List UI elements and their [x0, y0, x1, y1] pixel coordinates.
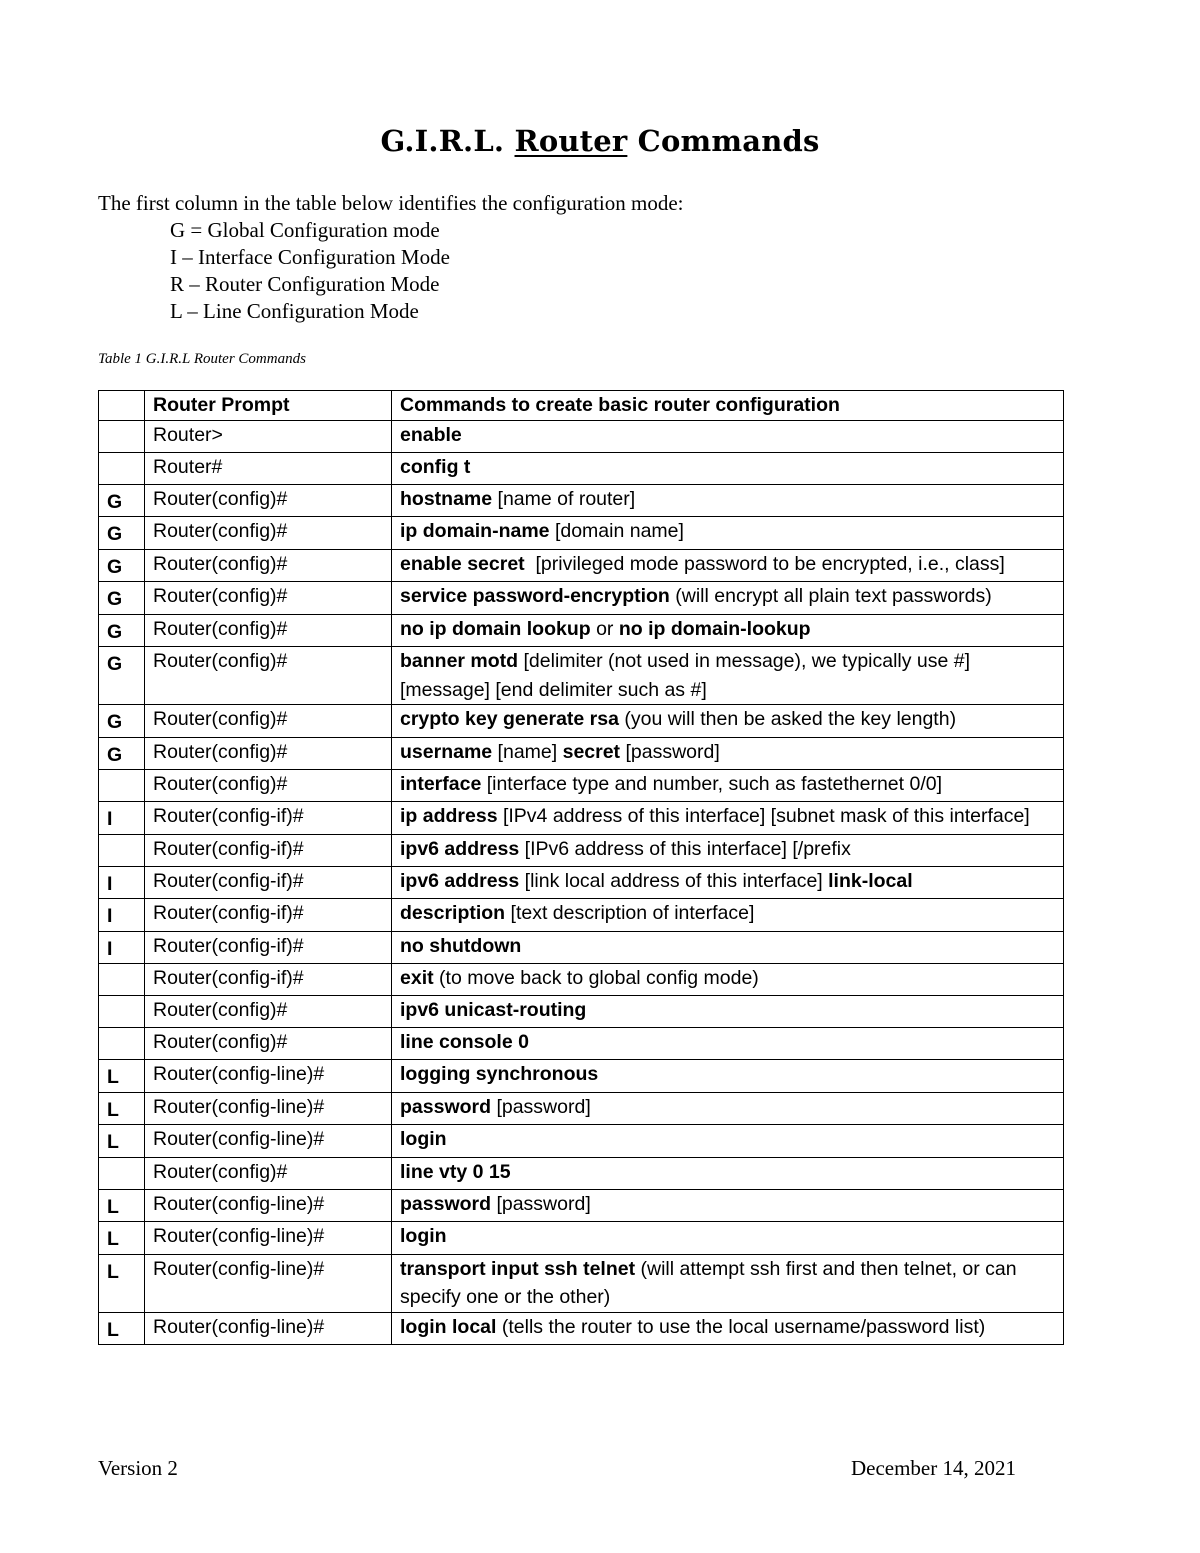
command-description: [IPv6 address of this interface] [/prefix: [519, 837, 851, 860]
prompt-cell: Router(config-line)#: [145, 1060, 392, 1093]
prompt-cell: Router(config)#: [145, 647, 392, 705]
mode-cell: L: [99, 1312, 145, 1345]
table-row: [99, 549, 1064, 582]
mode-cell: G: [99, 705, 145, 738]
table-row: [99, 964, 1064, 996]
prompt-cell: Router(config-line)#: [145, 1254, 392, 1312]
table-row: [99, 1189, 1064, 1222]
command-keyword: service password-encryption: [400, 585, 670, 607]
table-row: [99, 1312, 1064, 1345]
command-keyword: secret: [562, 740, 621, 763]
prompt-cell: Router(config)#: [145, 549, 392, 582]
command-cell: [392, 517, 1064, 550]
mode-cell: L: [99, 1125, 145, 1158]
mode-cell: [99, 964, 145, 996]
prompt-cell: Router>: [145, 420, 392, 452]
table-row: [99, 452, 1064, 484]
mode-cell: L: [99, 1254, 145, 1312]
command-cell: [392, 1312, 1064, 1345]
command-keyword: description: [400, 902, 506, 924]
table-row: [99, 996, 1064, 1028]
intro-block: [98, 190, 684, 325]
command-keyword: banner motd: [400, 650, 519, 672]
prompt-cell: Router(config-line)#: [145, 1312, 392, 1345]
table-row: [99, 1222, 1064, 1255]
table-row: [99, 1092, 1064, 1125]
mode-cell: [99, 996, 145, 1028]
command-cell: [392, 996, 1064, 1028]
command-description: [name of router]: [492, 487, 636, 510]
command-description: (will encrypt all plain text passwords): [669, 585, 992, 607]
command-keyword: crypto key generate rsa: [400, 708, 619, 730]
table-row: [99, 770, 1064, 802]
mode-cell: G: [99, 517, 145, 550]
command-cell: [392, 899, 1064, 932]
prompt-cell: Router(config-if)#: [145, 964, 392, 996]
command-description: [password]: [491, 1095, 591, 1118]
prompt-cell: Router(config)#: [145, 582, 392, 615]
command-cell: [392, 964, 1064, 996]
prompt-cell: Router(config)#: [145, 737, 392, 770]
command-keyword: hostname: [400, 487, 493, 510]
command-keyword: line vty 0 15: [400, 1160, 511, 1183]
table-row: [99, 737, 1064, 770]
command-keyword: transport input ssh telnet: [400, 1257, 636, 1280]
prompt-cell: Router(config-if)#: [145, 802, 392, 835]
command-description: (tells the router to use the local username/password list): [496, 1315, 986, 1338]
command-cell: [392, 549, 1064, 582]
command-description: [IPv4 address of this interface] [subnet mask of this interface]: [497, 805, 1030, 827]
command-cell: [392, 484, 1064, 517]
table-row: [99, 705, 1064, 738]
prompt-cell: Router(config)#: [145, 1028, 392, 1060]
mode-cell: L: [99, 1189, 145, 1222]
table-row: [99, 420, 1064, 452]
command-keyword: ipv6 address: [400, 869, 520, 892]
command-keyword: ipv6 address: [400, 837, 520, 860]
title-part-1: G.I.R.L.: [380, 124, 505, 158]
command-description: [domain name]: [549, 520, 684, 542]
prompt-cell: Router(config)#: [145, 517, 392, 550]
command-keyword: login: [400, 1128, 447, 1150]
mode-cell: G: [99, 484, 145, 517]
mode-cell: L: [99, 1060, 145, 1093]
mode-cell: G: [99, 647, 145, 705]
command-keyword: logging synchronous: [400, 1063, 599, 1085]
table-row: [99, 834, 1064, 866]
command-keyword: line console 0: [400, 1031, 529, 1053]
command-keyword: enable secret: [400, 552, 525, 575]
mode-cell: G: [99, 549, 145, 582]
mode-definition-g: G = Global Configuration mode: [170, 218, 440, 242]
footer-version: Version 2: [98, 1456, 178, 1480]
command-keyword: ip address: [400, 805, 498, 827]
prompt-cell: Router(config-if)#: [145, 866, 392, 899]
command-cell: [392, 705, 1064, 738]
prompt-cell: Router(config-line)#: [145, 1125, 392, 1158]
title-part-3: Commands: [637, 124, 820, 158]
command-cell: [392, 834, 1064, 866]
mode-definition-r: R – Router Configuration Mode: [170, 272, 440, 296]
command-cell: [392, 614, 1064, 647]
prompt-cell: Router(config-line)#: [145, 1092, 392, 1125]
command-description: [privileged mode password to be encrypted, i.e., class]: [524, 552, 1005, 575]
command-cell: [392, 1157, 1064, 1189]
command-cell: [392, 1060, 1064, 1093]
command-keyword: password: [400, 1095, 492, 1118]
table-row: [99, 647, 1064, 705]
intro-lead: The first column in the table below identifies the configuration mode:: [98, 191, 684, 215]
command-cell: [392, 737, 1064, 770]
command-keyword: username: [400, 740, 493, 763]
command-cell: [392, 802, 1064, 835]
command-keyword: ipv6 unicast-routing: [400, 999, 587, 1021]
command-keyword: password: [400, 1192, 492, 1215]
table-row: [99, 931, 1064, 964]
command-keyword: no ip domain lookup: [400, 617, 591, 640]
command-description: (will attempt ssh first and then telnet, or can specify one or the other): [400, 1257, 1023, 1308]
command-cell: [392, 647, 1064, 705]
command-keyword: ip domain-name: [400, 520, 550, 542]
mode-cell: L: [99, 1092, 145, 1125]
header-mode: [99, 391, 145, 421]
mode-cell: [99, 420, 145, 452]
prompt-cell: Router(config-if)#: [145, 931, 392, 964]
command-keyword: config t: [400, 455, 471, 478]
prompt-cell: Router(config-if)#: [145, 834, 392, 866]
command-cell: [392, 1028, 1064, 1060]
table-row: [99, 1028, 1064, 1060]
prompt-cell: Router(config-if)#: [145, 899, 392, 932]
page-title: [0, 124, 1200, 158]
mode-cell: G: [99, 614, 145, 647]
command-description: (to move back to global config mode): [433, 967, 759, 989]
command-cell: [392, 1254, 1064, 1312]
table-header-row: [99, 391, 1064, 421]
prompt-cell: Router(config)#: [145, 484, 392, 517]
prompt-cell: Router#: [145, 452, 392, 484]
command-description: [name]: [492, 740, 563, 763]
table-row: [99, 517, 1064, 550]
command-description: (you will then be asked the key length): [618, 708, 957, 730]
mode-cell: L: [99, 1222, 145, 1255]
table-row: [99, 484, 1064, 517]
command-description: [password]: [620, 740, 720, 763]
prompt-cell: Router(config)#: [145, 705, 392, 738]
prompt-cell: Router(config)#: [145, 1157, 392, 1189]
command-cell: [392, 770, 1064, 802]
mode-cell: G: [99, 582, 145, 615]
command-cell: [392, 452, 1064, 484]
command-keyword: interface: [400, 773, 482, 795]
command-description: [interface type and number, such as fastethernet 0/0]: [481, 773, 942, 795]
command-keyword: login local: [400, 1315, 497, 1338]
command-cell: [392, 420, 1064, 452]
footer-date: December 14, 2021: [850, 1456, 1016, 1480]
table-caption: Table 1 G.I.R.L Router Commands: [98, 351, 306, 367]
header-router-prompt: Router Prompt: [145, 391, 392, 421]
mode-cell: [99, 452, 145, 484]
command-keyword: no ip domain-lookup: [618, 617, 811, 640]
mode-cell: I: [99, 931, 145, 964]
prompt-cell: Router(config)#: [145, 996, 392, 1028]
table-row: [99, 899, 1064, 932]
command-cell: [392, 1125, 1064, 1158]
mode-cell: [99, 834, 145, 866]
mode-cell: [99, 770, 145, 802]
table-row: [99, 1125, 1064, 1158]
mode-cell: I: [99, 899, 145, 932]
table-row: [99, 1157, 1064, 1189]
router-commands-table: [98, 390, 1064, 1345]
command-description: [delimiter (not used in message), we typically use #] [message] [end delimiter such as #]: [400, 650, 976, 701]
command-description: or: [590, 617, 619, 640]
command-description: [text description of interface]: [505, 902, 755, 924]
table-row: [99, 1060, 1064, 1093]
command-description: [password]: [491, 1192, 591, 1215]
mode-cell: [99, 1157, 145, 1189]
command-cell: [392, 1189, 1064, 1222]
prompt-cell: Router(config-line)#: [145, 1189, 392, 1222]
header-commands: Commands to create basic router configuration: [392, 391, 1064, 421]
command-cell: [392, 1092, 1064, 1125]
mode-cell: [99, 1028, 145, 1060]
mode-cell: I: [99, 802, 145, 835]
command-keyword: no shutdown: [400, 934, 522, 957]
command-cell: [392, 931, 1064, 964]
table-row: [99, 866, 1064, 899]
table-row: [99, 802, 1064, 835]
mode-definition-i: I – Interface Configuration Mode: [170, 245, 450, 269]
mode-cell: I: [99, 866, 145, 899]
command-description: [link local address of this interface]: [519, 869, 829, 892]
command-keyword: login: [400, 1225, 447, 1247]
mode-definition-l: L – Line Configuration Mode: [170, 299, 419, 323]
table-row: [99, 614, 1064, 647]
table-row: [99, 1254, 1064, 1312]
prompt-cell: Router(config)#: [145, 614, 392, 647]
title-part-2: Router: [514, 124, 628, 158]
command-cell: [392, 866, 1064, 899]
command-cell: [392, 582, 1064, 615]
prompt-cell: Router(config-line)#: [145, 1222, 392, 1255]
command-keyword: link-local: [828, 869, 913, 892]
prompt-cell: Router(config)#: [145, 770, 392, 802]
command-cell: [392, 1222, 1064, 1255]
command-keyword: exit: [400, 967, 434, 989]
table-row: [99, 582, 1064, 615]
mode-cell: G: [99, 737, 145, 770]
command-keyword: enable: [400, 423, 462, 446]
